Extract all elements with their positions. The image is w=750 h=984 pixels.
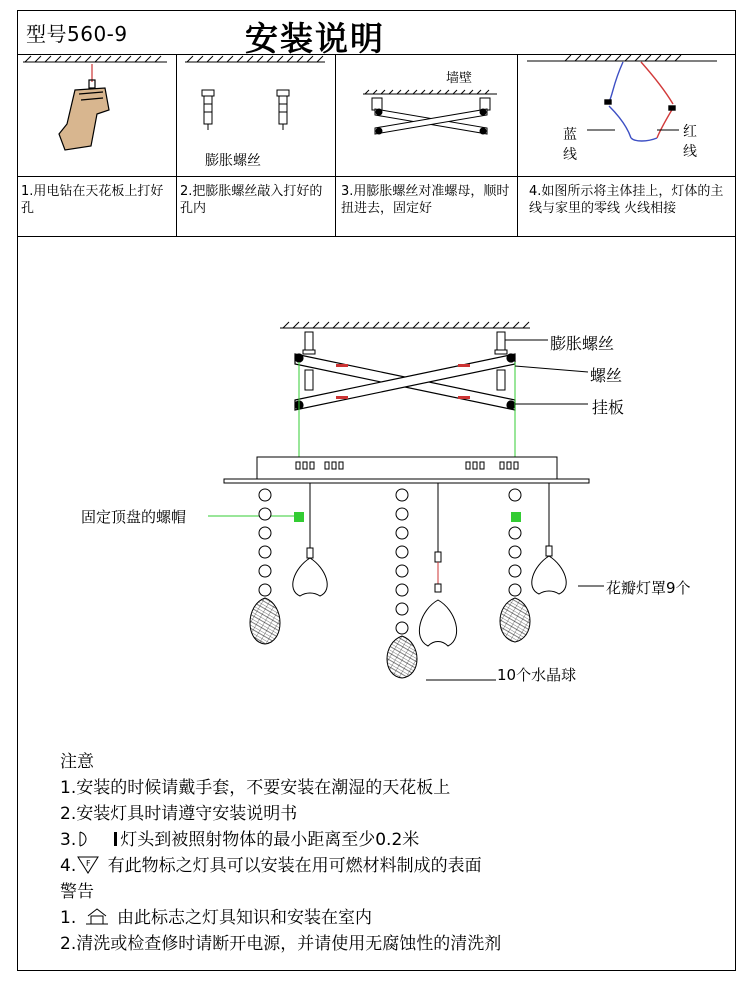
step-3-text: 3.用膨胀螺丝对准螺母，顺时扭进去，固定好	[341, 184, 510, 216]
chandelier-diagram	[0, 300, 750, 700]
f-symbol: F	[86, 859, 91, 868]
flammable-surface-icon	[76, 855, 102, 875]
notes-section	[60, 749, 501, 957]
lamp-distance-icon	[76, 830, 120, 848]
alignment-guides	[208, 362, 515, 516]
warning-number: 1.	[60, 908, 77, 928]
crystal-chains	[259, 489, 521, 634]
hanging-plate-label: 挂板	[592, 398, 625, 417]
cap-nut-marker	[294, 512, 304, 522]
screw-label: 螺丝	[590, 366, 623, 385]
note-text: 灯头到被照射物体的最小距离至少0.2米	[120, 830, 420, 850]
expansion-screw-caption: 膨胀螺丝	[205, 153, 261, 169]
model-number: 型号560-9	[26, 22, 128, 46]
warning-text: 由此标志之灯具知识和安装在室内	[117, 908, 373, 928]
expansion-screw-icon	[202, 90, 289, 130]
petal-shades-label: 花瓣灯罩9个	[606, 579, 691, 597]
red-wire-label: 红	[683, 124, 697, 140]
canopy	[224, 457, 589, 483]
notes-heading: 注意	[60, 752, 94, 772]
page-title: 安装说明	[245, 19, 385, 58]
blue-wire-label: 线	[563, 147, 577, 163]
expansion-screw-label: 膨胀螺丝	[550, 334, 615, 353]
wire-connection-icon	[587, 62, 679, 141]
warning-item	[60, 905, 501, 931]
warning-item: 2.清洗或检查修时请断开电源，并请使用无腐蚀性的清洗剂	[60, 934, 502, 954]
note-item	[60, 853, 501, 879]
table-row-divider	[17, 176, 736, 177]
drill-icon	[59, 64, 109, 150]
note-item: 1.安装的时候请戴手套，不要安装在潮湿的天花板上	[60, 778, 451, 798]
step-illustrations	[17, 54, 736, 176]
step-1-text: 1.用电钻在天花板上打好孔	[21, 184, 164, 216]
crossed-plate-icon	[372, 98, 490, 134]
crystal-balls	[250, 598, 530, 678]
cap-nut-marker	[511, 512, 521, 522]
indoor-house-icon	[82, 907, 112, 927]
note-number: 4.	[60, 856, 77, 876]
crystal-balls-label: 10个水晶球	[497, 666, 577, 684]
note-item	[60, 827, 501, 853]
note-number: 3.	[60, 830, 77, 850]
note-item: 2.安装灯具时请遵守安装说明书	[60, 804, 298, 824]
warning-heading: 警告	[60, 882, 94, 902]
wall-caption: 墙壁	[446, 71, 473, 86]
cap-screw-label: 固定顶盘的螺帽	[81, 508, 187, 526]
step-4-text: 4.如图所示将主体挂上，灯体的主线与家里的零线 火线相接	[529, 184, 724, 216]
red-wire-label: 线	[683, 144, 697, 160]
table-bottom-border	[17, 236, 736, 237]
hanging-plates	[295, 354, 515, 410]
note-text: 有此物标之灯具可以安装在用可燃材料制成的表面	[107, 856, 482, 876]
blue-wire-label: 蓝	[563, 127, 577, 143]
step-2-text: 2.把膨胀螺丝敲入打好的孔内	[180, 184, 323, 216]
